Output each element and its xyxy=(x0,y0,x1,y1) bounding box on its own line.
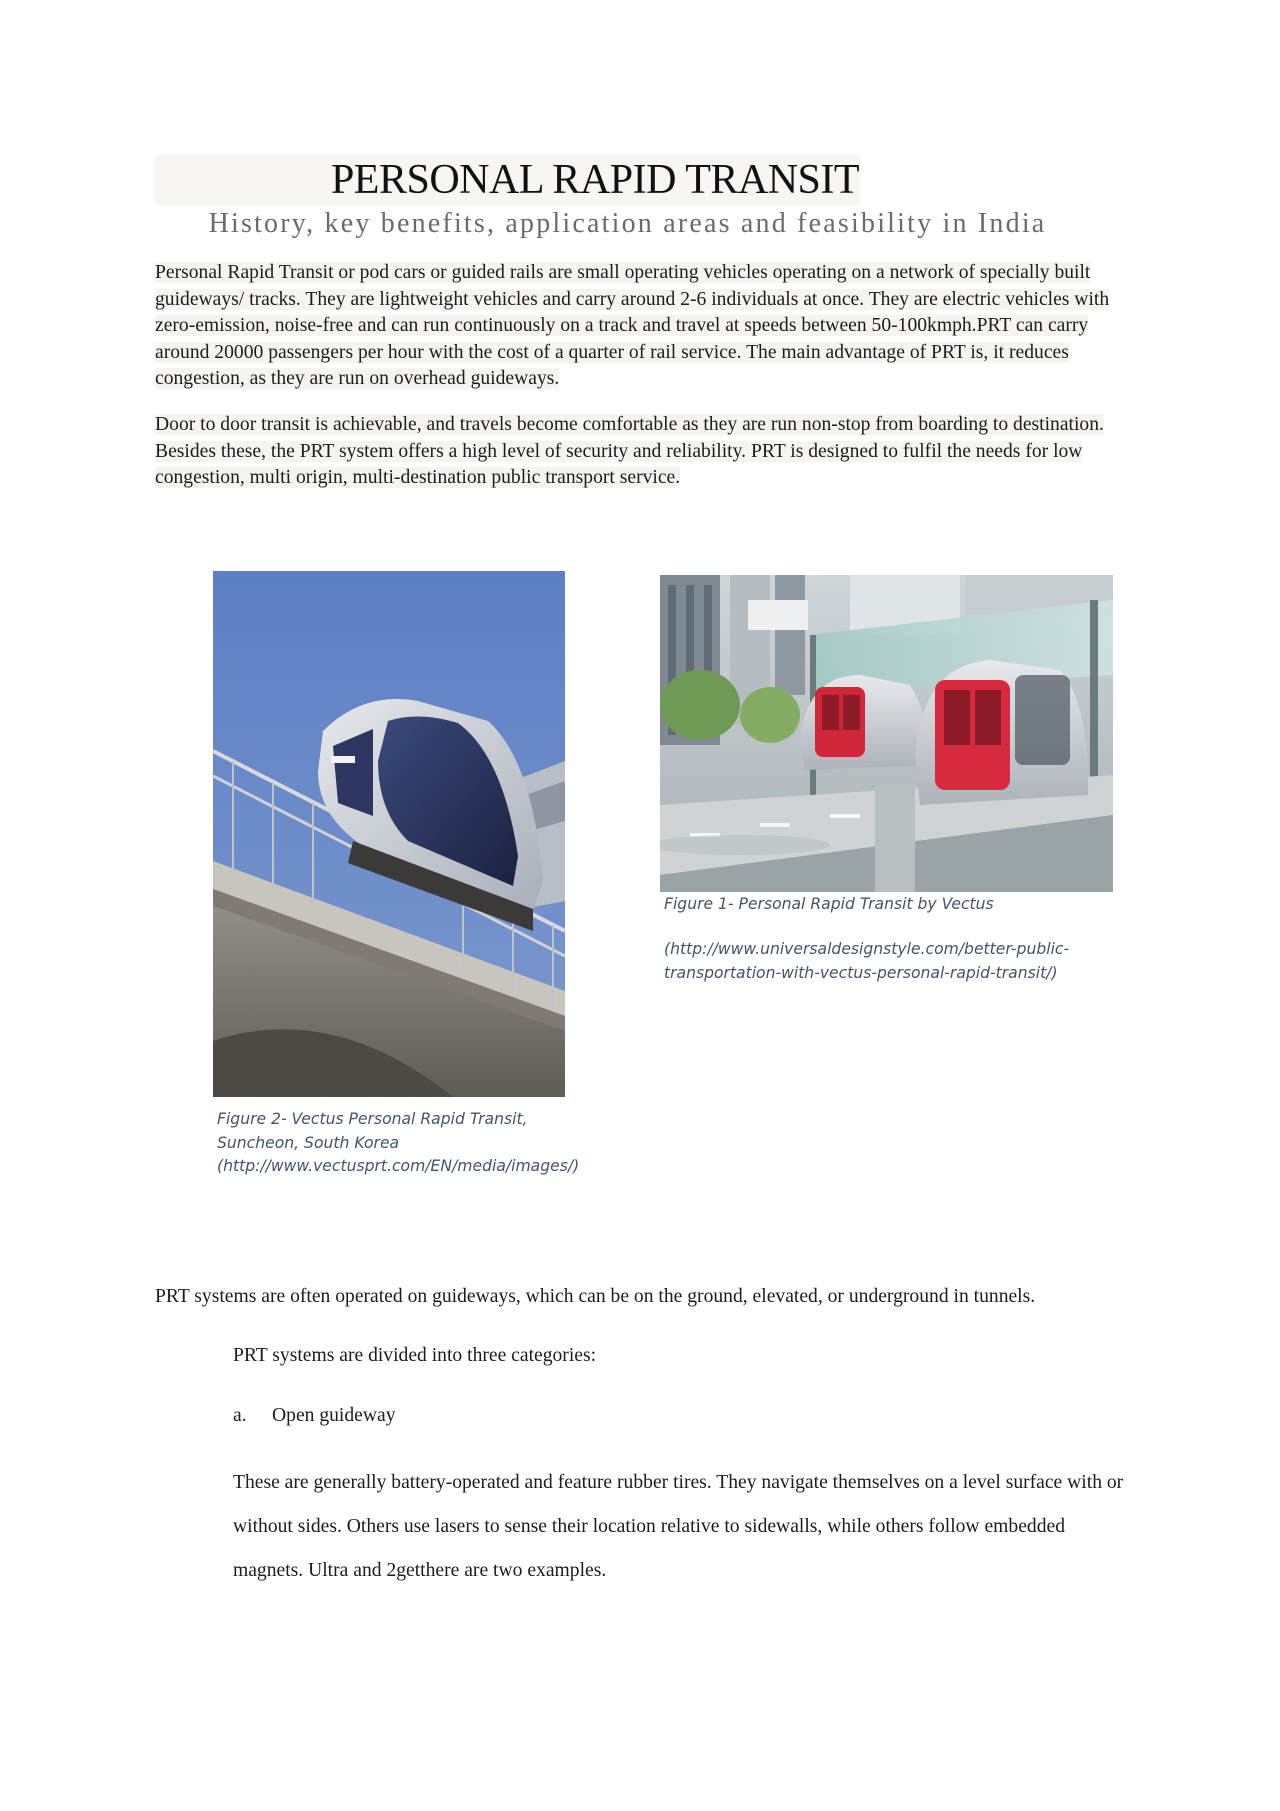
list-marker-a: a. xyxy=(233,1405,247,1426)
category-open-guideway: Open guideway xyxy=(272,1405,396,1426)
guideways-sentence: PRT systems are often operated on guideways, which can be on the ground, elevated, or underground in tunnels. xyxy=(155,1286,1036,1307)
figure-2-image xyxy=(213,571,565,1097)
benefits-paragraph xyxy=(155,412,1130,492)
open-guideway-description: These are generally battery-operated and feature rubber tires. They navigate themselves on a level surface with or without sides. Others use lasers to sense their location relative to sidewalls, while others follow embedded magnets. Ultra and 2getthere are two examples. xyxy=(233,1472,1124,1581)
figure-1-caption: Figure 1- Personal Rapid Transit by Vectus xyxy=(664,895,994,913)
intro-paragraph-text: Personal Rapid Transit or pod cars or guided rails are small operating vehicles operating on a network of specially built guideways/ tracks. They are lightweight vehicles and carry around 2-6 individuals at once. They are electric vehicles with zero-emission, noise-free and can run continuously on a track and travel at speeds between 50-100kmph.PRT can carry around 20000 passengers per hour with the cost of a quarter of rail service. The main advantage of PRT is, it reduces congestion, as they are run on overhead guideways. xyxy=(155,262,1110,389)
prt-pod-elevated-illustration xyxy=(213,571,565,1097)
figure-1-source-link[interactable]: (http://www.universaldesignstyle.com/better-public-transportation-with-vectus-personal-rapid-transit/) xyxy=(664,940,1070,982)
intro-paragraph xyxy=(155,260,1130,393)
figure-1-image xyxy=(660,575,1113,892)
categories-intro: PRT systems are divided into three categories: xyxy=(233,1345,597,1366)
prt-pods-city-illustration xyxy=(660,575,1113,892)
benefits-paragraph-text: Door to door transit is achievable, and travels become comfortable as they are run non-stop from boarding to destination. Besides these, the PRT system offers a high level of security and reliability. PRT is designed to fulfil the needs for low congestion, multi origin, multi-destination public transport service. xyxy=(155,414,1104,488)
page-title: PERSONAL RAPID TRANSIT xyxy=(330,157,860,203)
figure-2-caption: Figure 2- Vectus Personal Rapid Transit, Suncheon, South Korea (http://www.vectusprt.com/EN/media/images/) xyxy=(217,1110,580,1175)
page-subtitle: History, key benefits, application areas and feasibility in India xyxy=(208,208,1047,239)
